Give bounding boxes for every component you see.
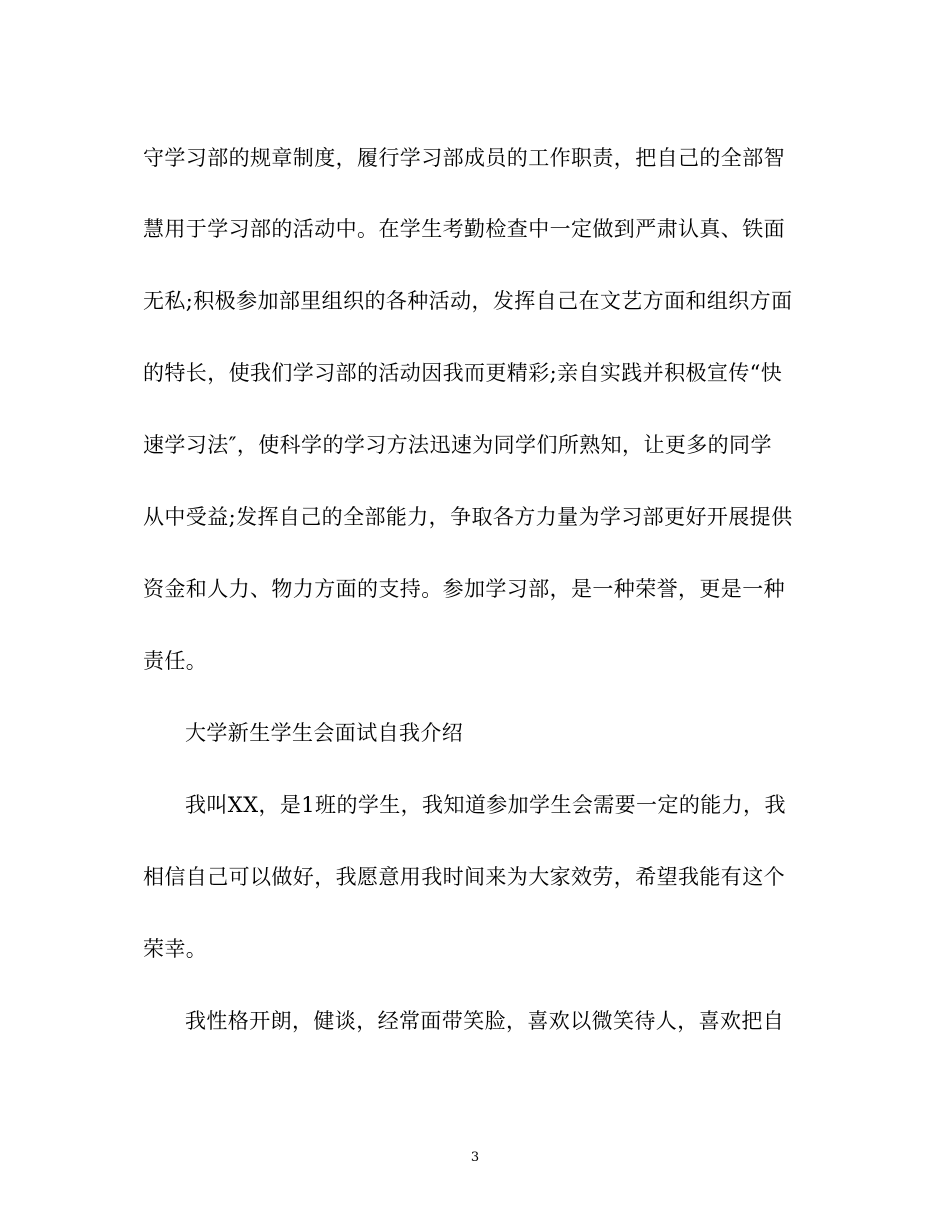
body-text-line: 从中受益;发挥自己的全部能力，争取各方力量为学习部更好开展提供 bbox=[143, 505, 793, 529]
body-text-line: 守学习部的规章制度，履行学习部成员的工作职责，把自己的全部智 bbox=[143, 146, 785, 170]
body-text-line: 资金和人力、物力方面的支持。参加学习部，是一种荣誉，更是一种 bbox=[143, 577, 785, 601]
body-text-line: 荣幸。 bbox=[143, 937, 208, 961]
body-text-line: 速学习法″，使科学的学习方法迅速为同学们所熟知，让更多的同学 bbox=[143, 433, 772, 457]
body-text-line: 责任。 bbox=[143, 649, 208, 673]
body-text-line: 的特长，使我们学习部的活动因我而更精彩;亲自实践并积极宣传“快 bbox=[143, 361, 783, 385]
body-text-line: 相信自己可以做好，我愿意用我时间来为大家效劳，希望我能有这个 bbox=[143, 865, 785, 889]
body-text-line: 我性格开朗，健谈，经常面带笑脸，喜欢以微笑待人，喜欢把自 bbox=[185, 1009, 785, 1033]
body-text-line: 我叫XX，是1班的学生，我知道参加学生会需要一定的能力，我 bbox=[185, 793, 786, 817]
page-number: 3 bbox=[470, 1150, 480, 1165]
body-text-line: 无私;积极参加部里组织的各种活动，发挥自己在文艺方面和组织方面 bbox=[143, 289, 793, 313]
body-text-line: 慧用于学习部的活动中。在学生考勤检查中一定做到严肃认真、铁面 bbox=[143, 217, 785, 241]
section-heading: 大学新生学生会面试自我介绍 bbox=[185, 721, 464, 745]
